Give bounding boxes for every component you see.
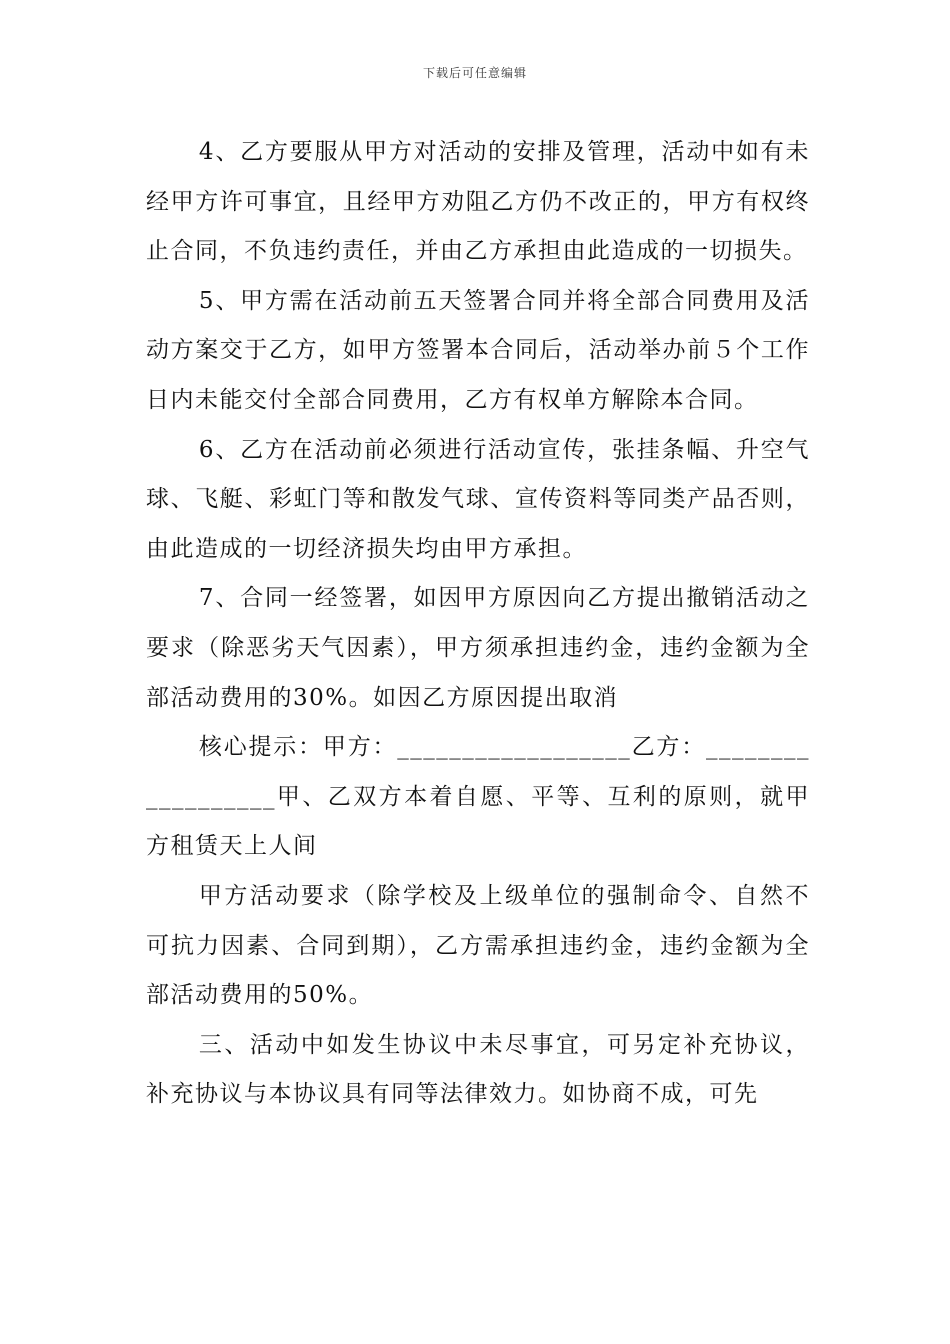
core-hint: 核心提示：甲方：__________________乙方：__________________甲、乙双方本着自愿、平等、互利的原则，就甲方租赁天上人间 [146,734,810,860]
clause-7: 7、合同一经签署，如因甲方原因向乙方提出撤销活动之要求（除恶劣天气因素），甲方须承担违约金，违约金额为全部活动费用的30%。如因乙方原因提出取消 [146,585,810,711]
page-header: 下载后可任意编辑 [422,66,527,80]
clause-6: 6、乙方在活动前必须进行活动宣传，张挂条幅、升空气球、飞艇、彩虹门等和散发气球、宣传资料等同类产品否则，由此造成的一切经济损失均由甲方承担。 [146,436,810,562]
document-body [146,128,810,1120]
clause-5: 5、甲方需在活动前五天签署合同并将全部合同费用及活动方案交于乙方，如甲方签署本合同后，活动举办前５个工作日内未能交付全部合同费用，乙方有权单方解除本合同。 [146,287,810,413]
section-three: 三、活动中如发生协议中未尽事宜，可另定补充协议，补充协议与本协议具有同等法律效力。如协商不成，可先 [146,1031,810,1108]
activity-requirement: 甲方活动要求（除学校及上级单位的强制命令、自然不可抗力因素、合同到期），乙方需承担违约金，违约金额为全部活动费用的50%。 [146,882,810,1009]
clause-4: 4、乙方要服从甲方对活动的安排及管理，活动中如有未经甲方许可事宜，且经甲方劝阻乙方仍不改正的，甲方有权终止合同，不负违约责任，并由乙方承担由此造成的一切损失。 [146,139,810,265]
